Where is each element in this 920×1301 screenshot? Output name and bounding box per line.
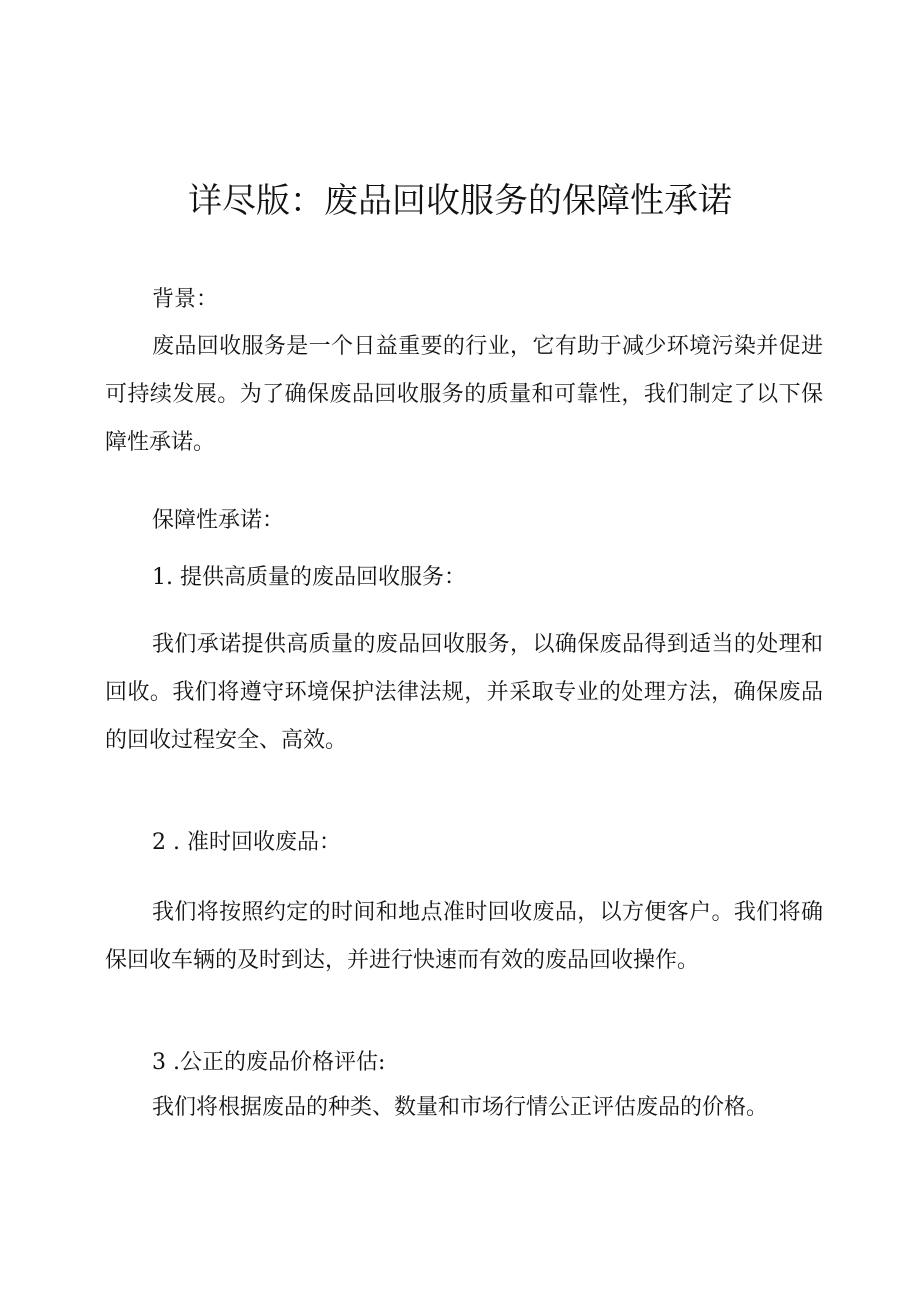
- commitment-2-heading: 2 . 准时回收废品：: [152, 830, 341, 855]
- commitment-2-paragraph: 我们将按照约定的时间和地点准时回收废品，以方便客户。我们将确保回收车辆的及时到达，并进行快速而有效的废品回收操作。: [105, 900, 823, 973]
- commitment-3-paragraph: 我们将根据废品的种类、数量和市场行情公正评估废品的价格。: [152, 1095, 769, 1120]
- commitment-3-heading: 3 .公正的废品价格评估:: [152, 1050, 386, 1075]
- commitments-label: 保障性承诺：: [152, 508, 285, 533]
- background-label: 背景：: [152, 287, 219, 312]
- document-title: 详尽版：废品回收服务的保障性承诺: [188, 181, 732, 221]
- commitment-1-paragraph: 我们承诺提供高质量的废品回收服务，以确保废品得到适当的处理和回收。我们将遵守环境保护法律法规，并采取专业的处理方法，确保废品的回收过程安全、高效。: [105, 632, 823, 753]
- commitment-1-heading: 1. 提供高质量的废品回收服务：: [152, 565, 466, 590]
- background-paragraph: 废品回收服务是一个日益重要的行业，它有助于减少环境污染并促进可持续发展。为了确保废品回收服务的质量和可靠性，我们制定了以下保障性承诺。: [105, 334, 823, 455]
